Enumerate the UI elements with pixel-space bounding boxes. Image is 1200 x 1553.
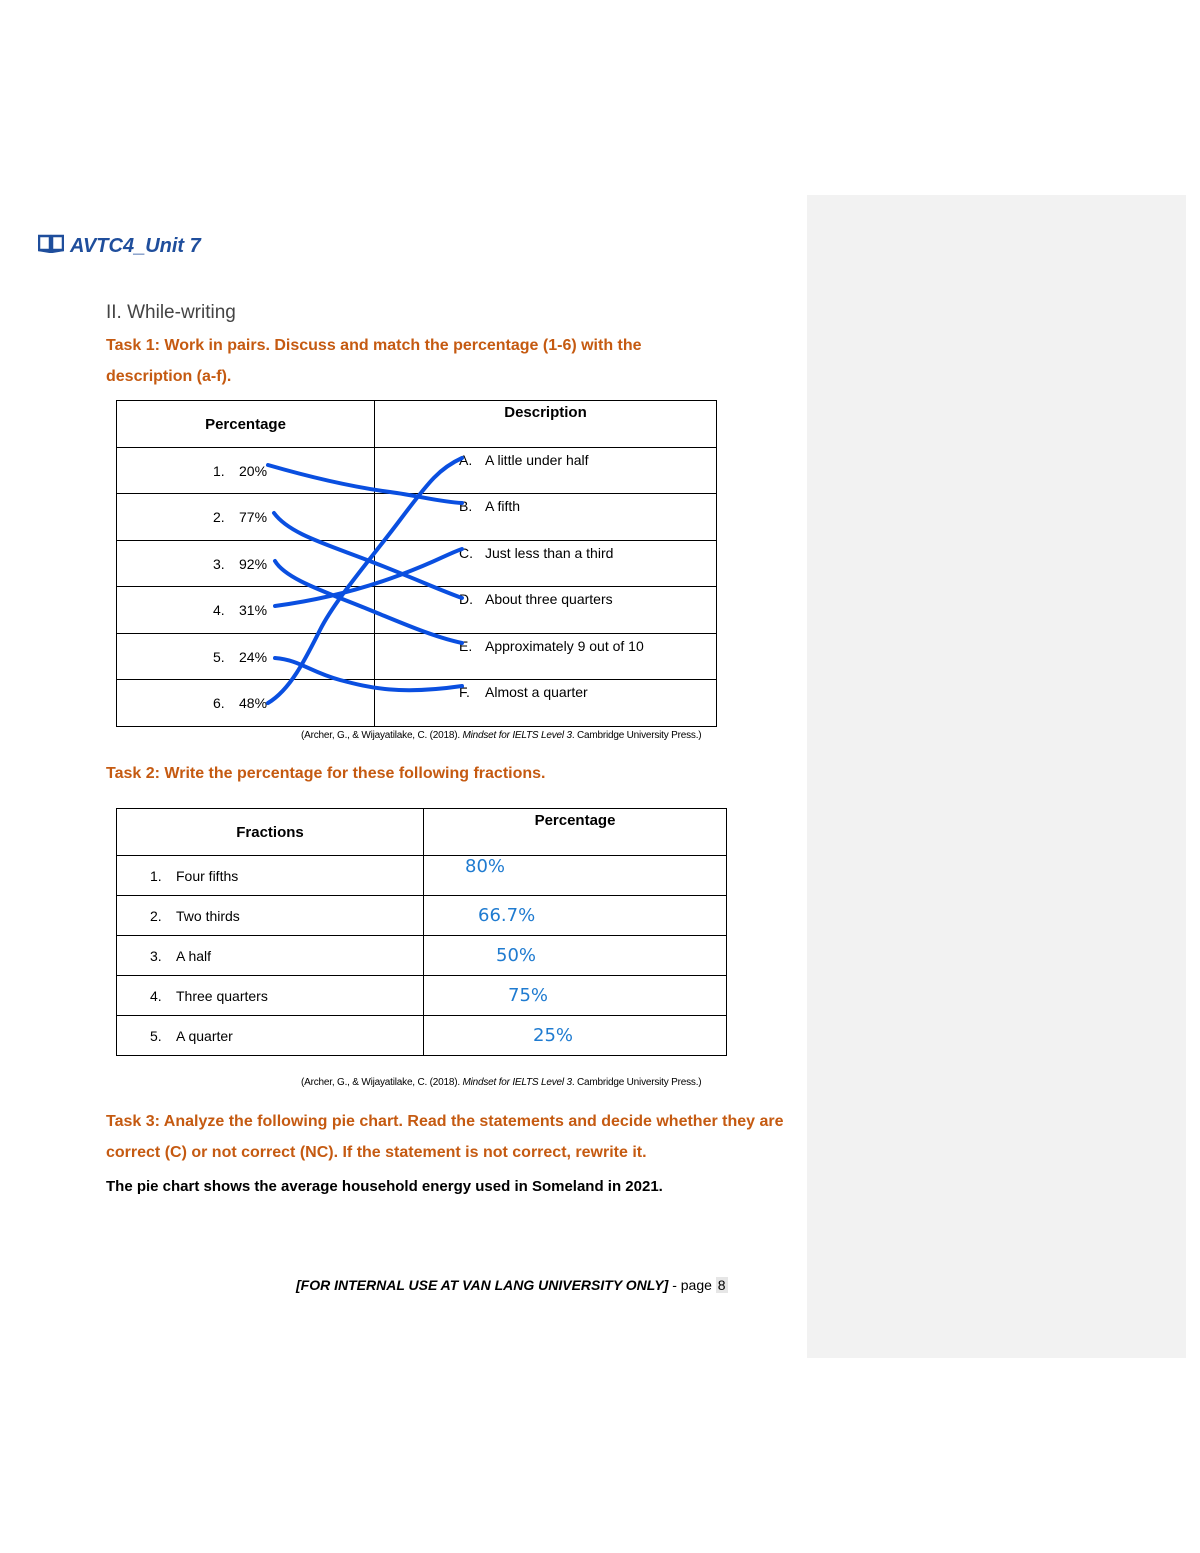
page-footer: [FOR INTERNAL USE AT VAN LANG UNIVERSITY ONLY] - page 8 (296, 1277, 726, 1293)
table-row: 1. Four fifths 80% (117, 856, 727, 896)
table-row: 3. A half 50% (117, 936, 727, 976)
table-row: 2. Two thirds 66.7% (117, 896, 727, 936)
fraction-text: Two thirds (176, 907, 240, 924)
fraction-text: A half (176, 947, 212, 964)
answer-handwritten: 75% (424, 976, 727, 1016)
section-title: II. While-writing (106, 302, 236, 323)
answer-handwritten: 25% (424, 1016, 727, 1056)
page-header (38, 232, 201, 260)
table-row: 6. 48% F. Almost a quarter (117, 680, 717, 727)
header-title: AVTC4_Unit 7 (70, 234, 201, 257)
table-row: 2. 77% B. A fifth (117, 494, 717, 541)
citation-task2: (Archer, G., & Wijayatilake, C. (2018). Mindset for IELTS Level 3. Cambridge University Press.) (301, 1077, 702, 1088)
col-header-percentage: Percentage (117, 401, 375, 448)
description-text: A fifth (485, 498, 521, 514)
description-text: Approximately 9 out of 10 (485, 638, 644, 654)
percentage-value: 77% (239, 509, 268, 525)
fraction-text: A quarter (176, 1027, 233, 1044)
table-row: 3. 92% C. Just less than a third (117, 541, 717, 587)
table-row: 4. Three quarters 75% (117, 976, 727, 1016)
description-text: Almost a quarter (485, 684, 588, 700)
description-text: Just less than a third (485, 545, 614, 561)
answer-handwritten: 66.7% (424, 896, 727, 936)
table-row: 5. 24% E. Approximately 9 out of 10 (117, 634, 717, 680)
task1-instruction: Task 1: Work in pairs. Discuss and match the percentage (1-6) with the description (a-f). (106, 337, 642, 385)
comment-margin-pane (807, 195, 1186, 1358)
description-text: About three quarters (485, 591, 613, 607)
page-number: 8 (717, 1277, 726, 1293)
col-header-percentage: Percentage (424, 809, 727, 856)
percentage-value: 48% (239, 695, 268, 711)
description-text: A little under half (485, 452, 589, 468)
percentage-value: 31% (239, 602, 268, 618)
fractions-table (116, 808, 727, 1056)
fraction-text: Three quarters (176, 987, 268, 1004)
task2-instruction: Task 2: Write the percentage for these following fractions. (106, 765, 546, 782)
col-header-description: Description (375, 401, 717, 448)
col-header-fractions: Fractions (117, 809, 424, 856)
percentage-value: 92% (239, 555, 268, 572)
table-row: 4. 31% D. About three quarters (117, 587, 717, 634)
table-row: 1. 20% A. A little under half (117, 448, 717, 494)
table-row: 5. A quarter 25% (117, 1016, 727, 1056)
citation-task1: (Archer, G., & Wijayatilake, C. (2018). Mindset for IELTS Level 3. Cambridge University Press.) (301, 730, 702, 741)
fraction-text: Four fifths (176, 867, 239, 884)
answer-handwritten: 50% (424, 936, 727, 976)
task3-instruction: Task 3: Analyze the following pie chart. Read the statements and decide whether they are correct (C) or not correct (NC). If the statement is not correct, rewrite it. (106, 1113, 784, 1161)
book-icon (38, 233, 64, 259)
percentage-value: 24% (239, 648, 268, 665)
task3-lead: The pie chart shows the average household energy used in Someland in 2021. (106, 1178, 663, 1195)
percentage-value: 20% (239, 462, 268, 479)
answer-handwritten: 80% (424, 856, 727, 896)
footer-notice: [FOR INTERNAL USE AT VAN LANG UNIVERSITY ONLY] (296, 1277, 669, 1293)
matching-table (116, 400, 717, 727)
